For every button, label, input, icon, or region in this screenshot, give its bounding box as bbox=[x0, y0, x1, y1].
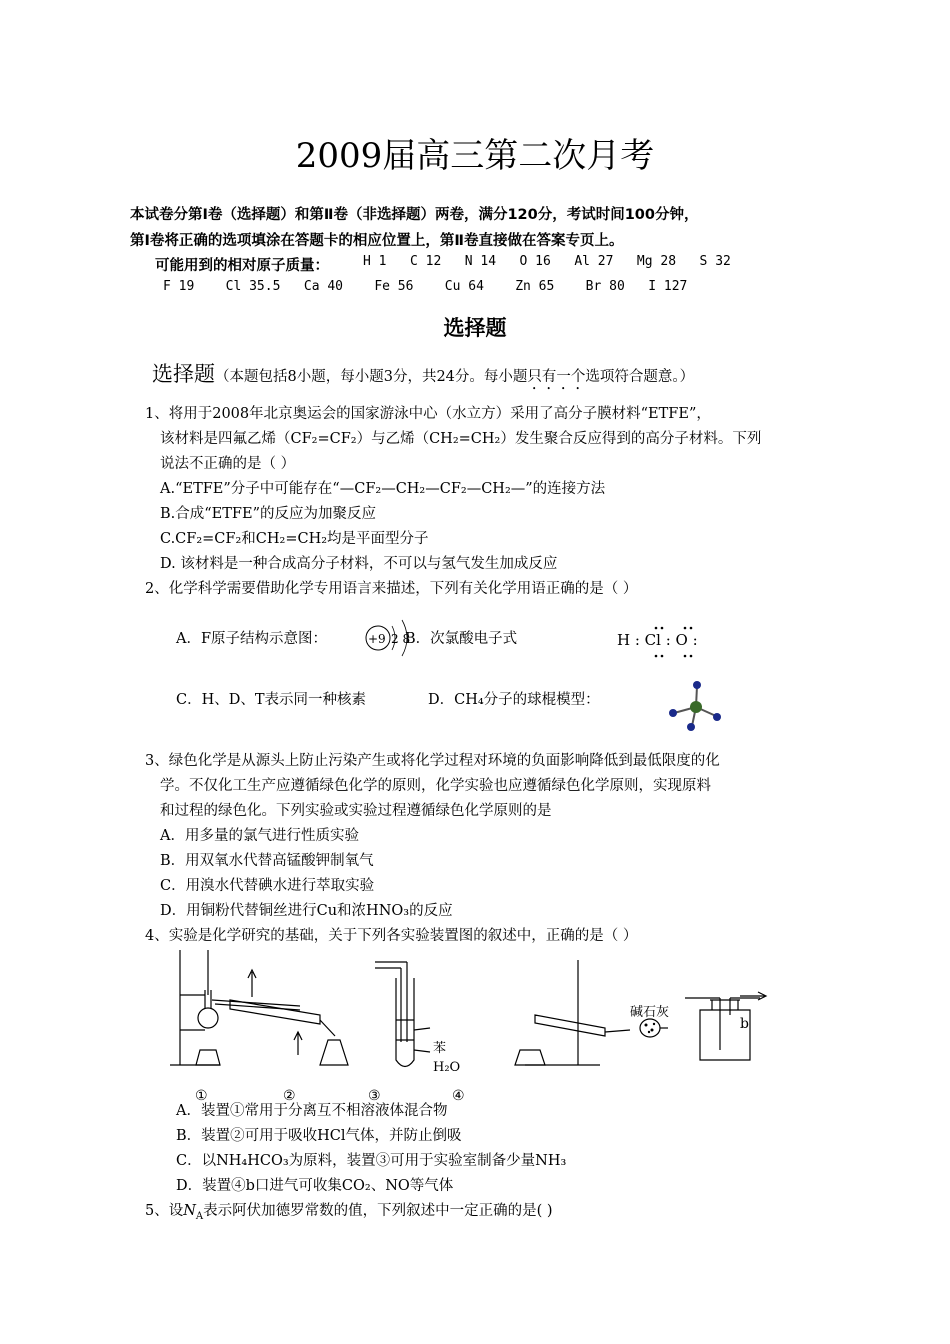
soda-lime-label: 碱石灰 bbox=[630, 1005, 670, 1020]
atom-shell-label: 2 8 bbox=[391, 632, 411, 646]
atomic-mass-label: 可能用到的相对原子质量： bbox=[155, 258, 329, 274]
atomic-mass-list-2: F 19 Cl 35.5 Ca 40 Fe 56 Cu 64 Zn 65 Br 80 I 127 bbox=[163, 279, 688, 294]
q3-option-c: C．用溴水代替碘水进行萃取实验 bbox=[160, 878, 375, 894]
q1-option-a: A.“ETFE”分子中可能存在“—CF₂—CH₂—CF₂—CH₂—”的连接方法 bbox=[160, 481, 606, 497]
q2-option-b: B．次氯酸电子式 bbox=[405, 631, 518, 647]
intro-line-1: 本试卷分第Ⅰ卷（选择题）和第Ⅱ卷（非选择题）两卷，满分120分，考试时间100分钟， bbox=[130, 207, 699, 223]
water-label: H₂O bbox=[433, 1060, 461, 1075]
q1-option-d: D. 该材料是一种合成高分子材料，不可以与氢气发生加成反应 bbox=[160, 556, 558, 572]
q3-option-d: D．用铜粉代替铜丝进行Cu和浓HNO₃的反应 bbox=[160, 903, 453, 919]
fig-label-4: ④ bbox=[452, 1088, 465, 1104]
section-header-emphasis: 只有一个 bbox=[527, 369, 586, 385]
q2-option-a: A．F原子结构示意图： bbox=[176, 631, 328, 647]
atomic-mass-list-1: H 1 C 12 N 14 O 16 Al 27 Mg 28 S 32 bbox=[363, 254, 731, 269]
avogadro-subscript: A bbox=[195, 1210, 204, 1222]
section-header-label: 选择题 bbox=[152, 362, 215, 386]
q1-stem-line-1: 1、将用于2008年北京奥运会的国家游泳中心（水立方）采用了高分子膜材料“ETFE”， bbox=[145, 406, 711, 422]
q4-option-b: B．装置②可用于吸收HCl气体，并防止倒吸 bbox=[176, 1128, 462, 1144]
q5-stem-post: 表示阿伏加德罗常数的值，下列叙述中一定正确的是( ) bbox=[203, 1203, 553, 1219]
q3-option-b: B．用双氧水代替高锰酸钾制氧气 bbox=[160, 853, 374, 869]
q3-stem-line-2: 学。不仅化工生产应遵循绿色化学的原则，化学实验也应遵循绿色化学原则，实现原料 bbox=[160, 778, 711, 794]
q4-apparatus-figure bbox=[160, 940, 780, 1105]
q5-stem bbox=[145, 1199, 553, 1220]
q3-option-a: A．用多量的氯气进行性质实验 bbox=[160, 828, 359, 844]
page-title: 2009届高三第二次月考 bbox=[295, 136, 655, 176]
q1-option-c: C.CF₂=CF₂和CH₂=CH₂均是平面型分子 bbox=[160, 531, 429, 547]
q4-option-c: C．以NH₄HCO₃为原料，装置③可用于实验室制备少量NH₃ bbox=[176, 1153, 567, 1169]
electron-formula-text: H : Cl : O : bbox=[617, 631, 698, 649]
port-b-label: b bbox=[740, 1016, 749, 1032]
fig-label-3: ③ bbox=[368, 1088, 381, 1104]
atom-nucleus-label: +9 bbox=[368, 632, 386, 646]
q2-option-c: C．H、D、T表示同一种核素 bbox=[176, 692, 367, 708]
q1-option-b: B.合成“ETFE”的反应为加聚反应 bbox=[160, 506, 376, 522]
avogadro-symbol: N bbox=[183, 1203, 196, 1219]
section-header-desc: （本题包括8小题，每小题3分，共24分。每小题 bbox=[215, 369, 528, 385]
q4-option-a: A．装置①常用于分离互不相溶液体混合物 bbox=[176, 1103, 448, 1119]
section-title: 选择题 bbox=[443, 316, 507, 340]
section-header-desc-end: 选项符合题意。） bbox=[585, 369, 695, 385]
hclo-electron-formula bbox=[612, 614, 707, 664]
q1-stem-line-2: 该材料是四氟乙烯（CF₂=CF₂）与乙烯（CH₂=CH₂）发生聚合反应得到的高分子材料。下列 bbox=[160, 431, 762, 447]
section-header bbox=[152, 358, 694, 393]
q3-stem-line-1: 3、绿色化学是从源头上防止污染产生或将化学过程对环境的负面影响降低到最低限度的化 bbox=[145, 753, 720, 769]
fig-label-2: ② bbox=[283, 1088, 296, 1104]
methane-ball-and-stick-model bbox=[660, 676, 726, 734]
benzene-label: 苯 bbox=[433, 1041, 447, 1056]
fig-label-1: ① bbox=[195, 1088, 208, 1104]
q2-stem: 2、化学科学需要借助化学专用语言来描述，下列有关化学用语正确的是（ ） bbox=[145, 581, 638, 597]
q4-option-d: D．装置④b口进气可收集CO₂、NO等气体 bbox=[176, 1178, 454, 1194]
intro-line-2: 第Ⅰ卷将正确的选项填涂在答题卡的相应位置上，第Ⅱ卷直接做在答案专页上。 bbox=[130, 233, 624, 249]
q2-option-d: D．CH₄分子的球棍模型： bbox=[428, 692, 600, 708]
q3-stem-line-3: 和过程的绿色化。下列实验或实验过程遵循绿色化学原则的是 bbox=[160, 803, 552, 819]
q4-stem: 4、实验是化学研究的基础，关于下列各实验装置图的叙述中，正确的是（ ） bbox=[145, 928, 638, 944]
q1-stem-line-3: 说法不正确的是（ ） bbox=[160, 456, 296, 472]
q5-stem-pre: 5、设 bbox=[145, 1203, 184, 1219]
